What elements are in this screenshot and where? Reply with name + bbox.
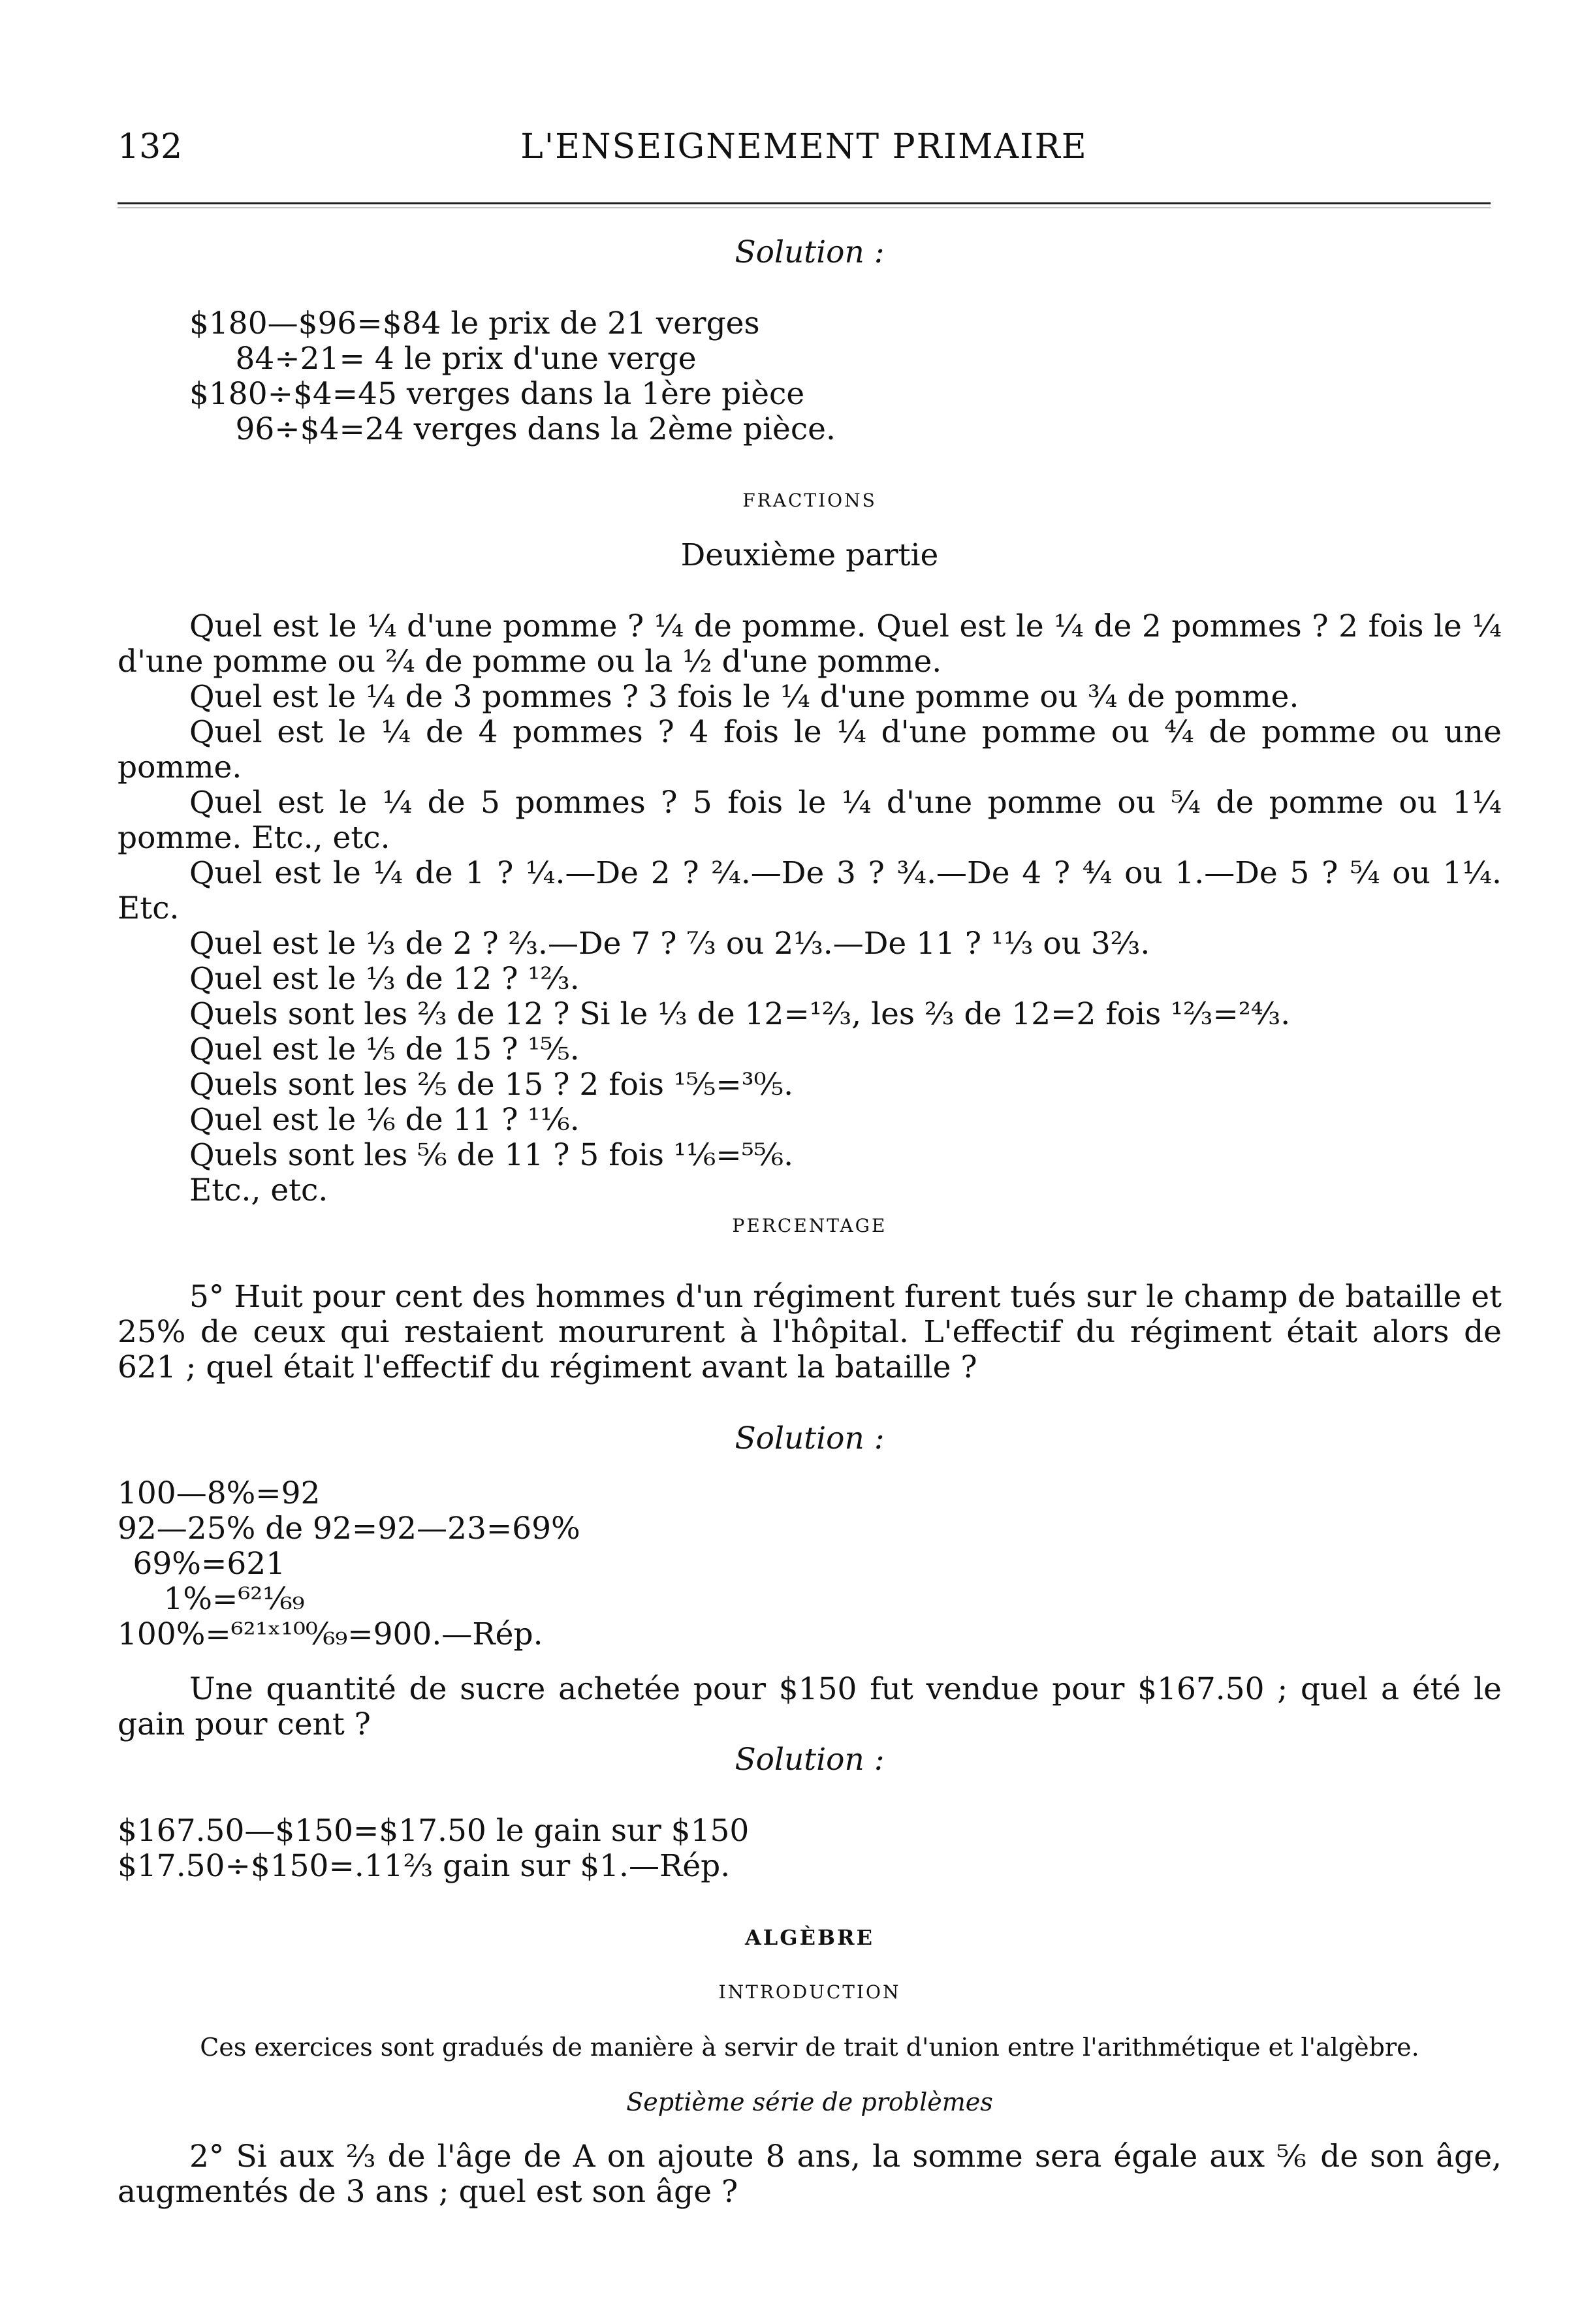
- paragraph: Quels sont les ⅖ de 15 ? 2 fois ¹⁵⁄₅=³⁰⁄₅.: [189, 1067, 794, 1103]
- solution-line: $167.50—$150=$17.50 le gain sur $150: [118, 1813, 750, 1849]
- paragraph: Quels sont les ⅔ de 12 ? Si le ⅓ de 12=¹²⁄₃, les ⅔ de 12=2 fois ¹²⁄₃=²⁴⁄₃.: [189, 996, 1291, 1032]
- section-heading-percentage: PERCENTAGE: [732, 1215, 887, 1236]
- solution-lines: [118, 306, 1502, 447]
- solution-line: 1%=⁶²¹⁄₆₉: [118, 1581, 305, 1617]
- page-body: [118, 235, 1502, 2210]
- section-subheading-introduction: INTRODUCTION: [718, 1981, 901, 2003]
- solution-line: $17.50÷$150=.11⅔ gain sur $1.—Rép.: [118, 1848, 731, 1884]
- paragraph: Quels sont les ⅚ de 11 ? 5 fois ¹¹⁄₆=⁵⁵⁄₆.: [189, 1137, 794, 1173]
- section-subheading: Deuxième partie: [680, 537, 939, 573]
- solution-label: Solution :: [735, 1742, 885, 1778]
- solution-line: 69%=621: [118, 1546, 286, 1582]
- running-title: L'ENSEIGNEMENT PRIMAIRE: [520, 127, 1088, 166]
- problem-paragraph: 2° Si aux ⅔ de l'âge de A on ajoute 8 ans, la somme sera égale aux ⅚ de son âge, augmentés de 3 ans ; quel est son âge ?: [118, 2139, 1502, 2210]
- solution-label: Solution :: [735, 234, 885, 270]
- paragraph: Quel est le ⅓ de 12 ? ¹²⁄₃.: [189, 961, 580, 997]
- solution-line: 100%=⁶²¹ˣ¹⁰⁰⁄₆₉=900.—Rép.: [118, 1616, 543, 1652]
- solution-line: 100—8%=92: [118, 1475, 321, 1511]
- header-rule: [118, 202, 1491, 204]
- paragraph: Quel est le ⅙ de 11 ? ¹¹⁄₆.: [189, 1102, 580, 1138]
- problem-paragraph: Une quantité de sucre achetée pour $150 fut vendue pour $167.50 ; quel a été le gain pour cent ?: [118, 1671, 1502, 1742]
- section-heading-fractions: FRACTIONS: [742, 490, 877, 511]
- solution-lines: [118, 1476, 1502, 1652]
- page-header: [118, 127, 1491, 180]
- paragraph: Quel est le ¼ de 5 pommes ? 5 fois le ¼ d'une pomme ou ⁵⁄₄ de pomme ou 1¼ pomme. Etc., etc.: [118, 785, 1502, 856]
- paragraph: Quel est le ⅓ de 2 ? ⅔.—De 7 ? ⁷⁄₃ ou 2⅓.—De 11 ? ¹¹⁄₃ ou 3⅔.: [189, 926, 1150, 962]
- problem-paragraph: 5° Huit pour cent des hommes d'un régiment furent tués sur le champ de bataille et 25% de ceux qui restaient moururent à l'hôpital. L'effectif du régiment était alors de 621 ; quel était l'effectif du régiment avant la bataille ?: [118, 1279, 1502, 1385]
- paragraph: Quel est le ¼ de 3 pommes ? 3 fois le ¼ d'une pomme ou ¾ de pomme.: [189, 679, 1299, 715]
- page-number: 132: [118, 127, 183, 166]
- paragraph: Quel est le ¼ de 4 pommes ? 4 fois le ¼ d'une pomme ou ⁴⁄₄ de pomme ou une pomme.: [118, 714, 1502, 785]
- solution-line: 92—25% de 92=92—23=69%: [118, 1511, 580, 1547]
- intro-text: Ces exercices sont gradués de manière à servir de trait d'union entre l'arithmétique et l'algèbre.: [200, 2033, 1419, 2062]
- series-title: Septième série de problèmes: [626, 2088, 993, 2116]
- paragraph: Quel est le ¼ de 1 ? ¼.—De 2 ? ²⁄₄.—De 3 ? ¾.—De 4 ? ⁴⁄₄ ou 1.—De 5 ? ⁵⁄₄ ou 1¼. Etc.: [118, 855, 1502, 926]
- solution-label: Solution :: [735, 1421, 885, 1456]
- solution-line: 84÷21= 4 le prix d'une verge: [189, 341, 697, 377]
- solution-line: 96÷$4=24 verges dans la 2ème pièce.: [189, 411, 836, 447]
- paragraph: Etc., etc.: [189, 1172, 328, 1208]
- paragraph: Quel est le ¼ d'une pomme ? ¼ de pomme. Quel est le ¼ de 2 pommes ? 2 fois le ¼ d'une pomme ou ²⁄₄ de pomme ou la ½ d'une pomme.: [118, 608, 1502, 680]
- solution-line: $180—$96=$84 le prix de 21 verges: [189, 306, 760, 341]
- section-heading-algebre: ALGÈBRE: [744, 1925, 875, 1950]
- solution-lines: [118, 1814, 1502, 1884]
- paragraph: Quel est le ⅕ de 15 ? ¹⁵⁄₅.: [189, 1031, 580, 1067]
- solution-line: $180÷$4=45 verges dans la 1ère pièce: [189, 376, 805, 412]
